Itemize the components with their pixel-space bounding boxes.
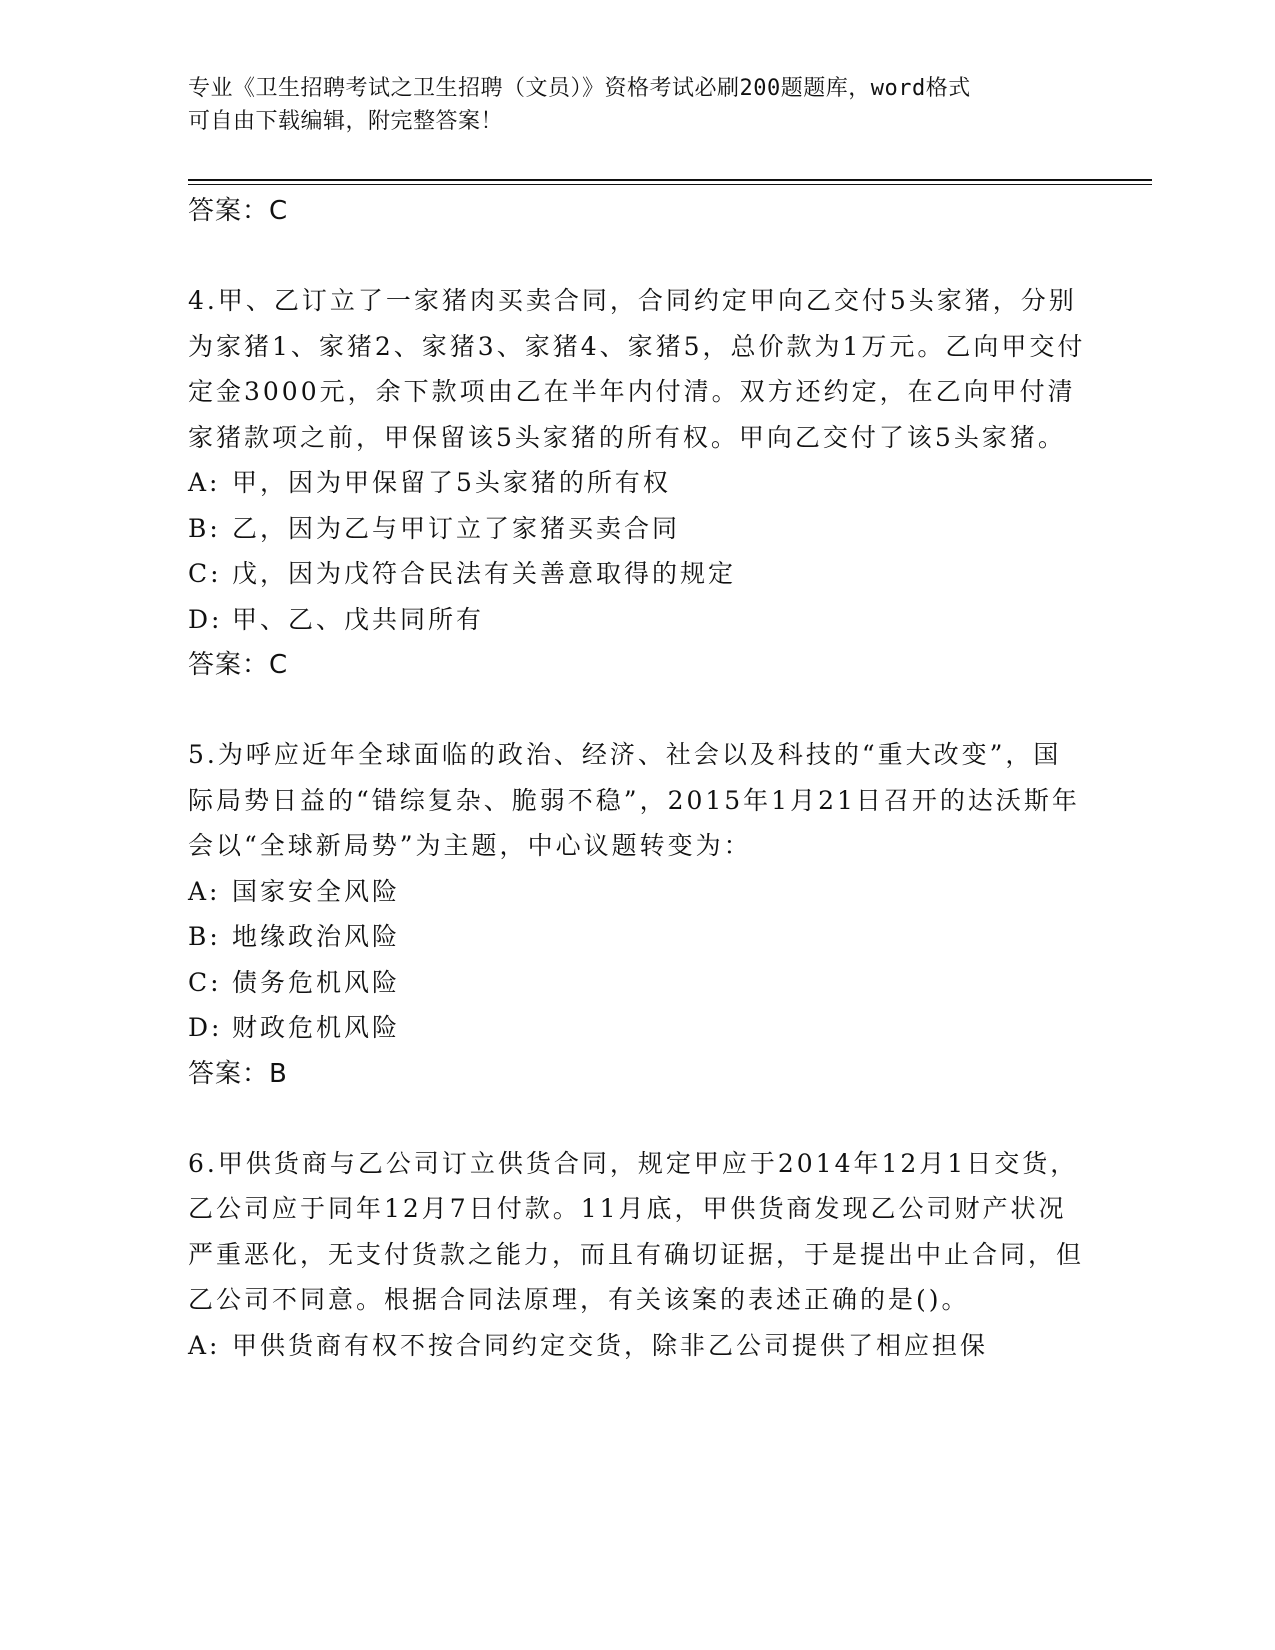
option-text: 地缘政治风险 [232,922,401,951]
answer-question-3: 答案：C [188,196,289,226]
option-key: C: [188,559,222,588]
option-text: 甲，因为甲保留了5头家猪的所有权 [232,468,671,497]
option-key: A: [188,468,221,497]
option-text: 甲、乙、戊共同所有 [232,604,485,634]
option-text: 戊，因为戊符合民法有关善意取得的规定 [232,559,737,588]
question-5-option-c [188,960,1088,1006]
question-4-option-b [188,506,1088,552]
spacer [188,1097,1088,1141]
option-key: D: [188,1013,223,1042]
option-key: D: [188,604,223,634]
header-line-1: 专业《卫生招聘考试之卫生招聘（文员）》资格考试必刷200题题库，word格式 [188,76,971,101]
spacer [188,688,1088,732]
question-6 [188,1141,1088,1369]
question-6-stem: 6.甲供货商与乙公司订立供货合同，规定甲应于2014年12月1日交货，乙公司应于同年12月7日付款。11月底，甲供货商发现乙公司财产状况严重恶化，无支付货款之能力，而且有确切证据，于是提出中止合同，但乙公司不同意。根据合同法原理，有关该案的表述正确的是()。 [188,1148,1085,1314]
document-body [188,188,1088,1368]
option-text: 财政危机风险 [232,1013,401,1042]
question-4 [188,278,1088,688]
document-header [188,72,1088,138]
header-line-2: 可自由下载编辑，附完整答案！ [188,109,504,134]
spacer [188,234,1088,278]
question-4-stem: 4.甲、乙订立了一家猪肉买卖合同，合同约定甲向乙交付5头家猪，分别为家猪1、家猪2、家猪3、家猪4、家猪5，总价款为1万元。乙向甲交付定金3000元，余下款项由乙在半年内付清。双方还约定，在乙向甲付清家猪款项之前，甲保留该5头家猪的所有权。甲向乙交付了该5头家猪。 [188,286,1086,452]
header-rule-thin [188,184,1152,185]
option-text: 债务危机风险 [232,967,401,997]
question-5 [188,732,1088,1097]
question-6-option-a [188,1323,1088,1369]
option-key: B: [188,513,221,543]
option-key: B: [188,922,221,951]
question-5-option-d [188,1005,1088,1051]
option-key: A: [188,876,221,906]
option-text: 甲供货商有权不按合同约定交货，除非乙公司提供了相应担保 [232,1330,989,1360]
question-4-option-a [188,460,1088,506]
option-key: A: [188,1330,221,1360]
option-key: C: [188,967,222,997]
option-text: 乙，因为乙与甲订立了家猪买卖合同 [232,513,681,543]
question-4-option-c [188,551,1088,597]
question-4-option-d [188,597,1088,643]
question-5-option-a [188,869,1088,915]
answer-question-5: 答案：B [188,1058,288,1089]
question-5-stem: 5.为呼应近年全球面临的政治、经济、社会以及科技的“重大改变”，国际局势日益的“错综复杂、脆弱不稳”，2015年1月21日召开的达沃斯年会以“全球新局势”为主题，中心议题转变为： [188,740,1080,860]
answer-question-4: 答案：C [188,650,289,680]
option-text: 国家安全风险 [232,876,401,906]
question-5-option-b [188,914,1088,960]
header-rule-thick [188,179,1152,181]
